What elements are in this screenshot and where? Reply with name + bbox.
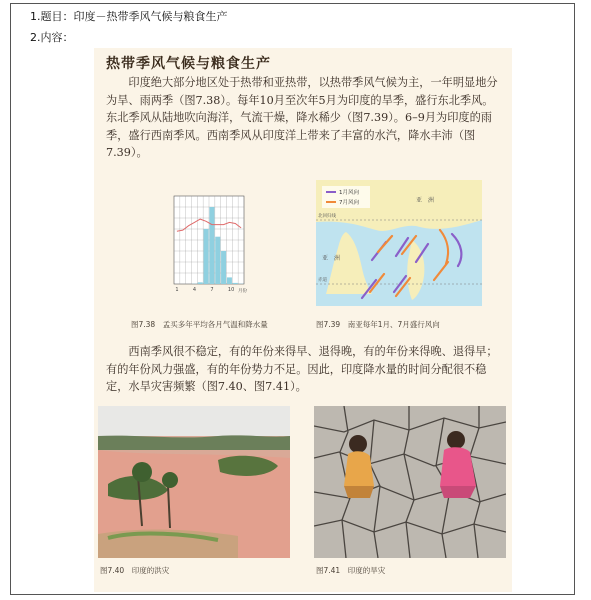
precip-bar	[233, 283, 238, 284]
paragraph-1: 印度绝大部分地区处于热带和亚热带，以热带季风气候为主，一年明显地分为旱、雨两季（图7.38）。每年10月至次年5月为印度的旱季，盛行东北季风。东北季风从陆地吹向海洋，气流干燥，降水稀少（图7.39）。6–9月为印度的雨季，盛行西南季风。西南季风从印度洋上带来了丰富的水汽，降水丰沛（图7.39）。	[106, 76, 498, 159]
legend-jul: 7月风向	[339, 200, 359, 206]
asia-label: 亚 洲	[416, 197, 435, 204]
textbook-page	[94, 48, 512, 592]
precip-bar	[227, 277, 232, 284]
chart-xtick: 4	[192, 287, 197, 293]
precip-bar	[215, 237, 220, 284]
section-title: 热带季风气候与粮食生产	[106, 56, 271, 72]
flood-photo	[98, 406, 290, 558]
fig38-caption: 图7.38 孟买多年平均各月气温和降水量	[131, 320, 268, 329]
chart-xtick: 7	[210, 287, 214, 293]
content-label: 2.内容：	[30, 31, 74, 44]
topic-line: 1.题目：印度－热带季风气候与粮食生产	[30, 10, 228, 23]
climate-chart	[152, 184, 262, 314]
equator-label: 赤道	[318, 278, 327, 283]
fig39-caption: 图7.39 南亚每年1月、7月盛行风向	[316, 320, 440, 329]
monsoon-map	[316, 180, 482, 306]
legend-jan: 1月风向	[339, 190, 359, 196]
fig41-caption: 图7.41 印度的旱灾	[316, 566, 386, 575]
precip-bar	[209, 207, 214, 284]
precip-bar	[204, 229, 209, 284]
precip-bar	[221, 251, 226, 284]
chart-xtick: 10	[227, 287, 235, 293]
fig40-caption: 图7.40 印度的洪灾	[100, 566, 170, 575]
south-asia-label: 亚 洲	[322, 255, 341, 262]
paragraph-2: 西南季风很不稳定，有的年份来得早、退得晚，有的年份来得晚、退得早；有的年份风力强盛，有的年份势力不足。因此，印度降水量的时间分配很不稳定，水旱灾害频繁（图7.40、图7.41）。	[106, 345, 498, 393]
drought-photo	[314, 406, 506, 558]
tropic-label: 北回归线	[318, 214, 336, 219]
chart-xtick: 1	[175, 287, 179, 293]
chart-xunit: 月份	[238, 289, 247, 294]
precip-bar	[198, 282, 203, 284]
